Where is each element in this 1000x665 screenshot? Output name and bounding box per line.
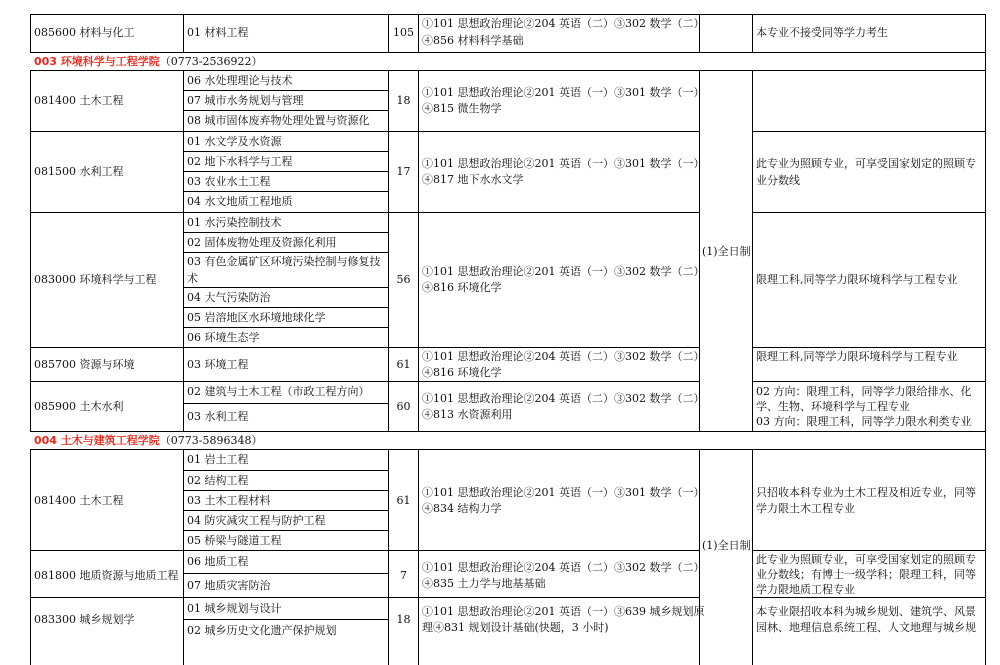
row-rule <box>183 530 388 531</box>
major-name: 081400 土木工程 <box>34 494 124 507</box>
remarks: 只招收本科专业为土木工程及相近专业，同等 <box>756 486 976 499</box>
row-rule <box>183 490 388 491</box>
col-rule <box>752 449 753 665</box>
exam-subjects: ①101 思想政治理论②201 英语（一）③639 城乡规划原 <box>422 605 705 618</box>
direction-name: 06 水处理理论与技术 <box>187 74 293 87</box>
row-rule <box>30 550 699 551</box>
row-rule <box>30 212 699 213</box>
remarks: 本专业不接受同等学力考生 <box>756 26 888 39</box>
col-rule <box>388 449 389 665</box>
col-rule <box>985 14 986 665</box>
row-rule <box>30 131 699 132</box>
exam-subjects: ①101 思想政治理论②204 英语（二）③302 数学（二） <box>422 392 705 405</box>
college-phone: （0773-2536922） <box>159 55 263 68</box>
college-name: 004 土木与建筑工程学院 <box>34 434 160 447</box>
direction-name: 01 岩土工程 <box>187 453 249 466</box>
direction-name: 05 岩溶地区水环境地球化学 <box>187 311 326 324</box>
row-rule <box>30 449 986 450</box>
college-phone: （0773-5896348） <box>159 434 263 447</box>
col-rule <box>30 14 31 52</box>
row-rule <box>183 327 388 328</box>
row-rule <box>183 110 388 111</box>
exam-subjects: ④834 结构力学 <box>422 502 502 515</box>
direction-name: 08 城市固体废弃物处理处置与资源化 <box>187 114 370 127</box>
row-rule <box>183 573 388 574</box>
row-rule <box>183 287 388 288</box>
col-rule <box>30 70 31 431</box>
enrollment-quota: 17 <box>396 165 411 178</box>
row-rule <box>183 90 388 91</box>
direction-name: 03 水利工程 <box>187 410 249 423</box>
direction-name: 07 城市水务规划与管理 <box>187 94 304 107</box>
col-rule <box>418 14 419 52</box>
direction-name: 03 农业水土工程 <box>187 175 271 188</box>
enrollment-quota: 60 <box>396 400 411 413</box>
direction-name: 01 城乡规划与设计 <box>187 602 282 615</box>
direction-name: 04 大气污染防治 <box>187 291 271 304</box>
exam-subjects: ①101 思想政治理论②204 英语（二）③302 数学（二） <box>422 350 705 363</box>
remarks: 业分数线；有博士一级学科；限理工科，同等 <box>756 568 976 581</box>
row-rule <box>183 619 388 620</box>
direction-name: 01 水文学及水资源 <box>187 135 282 148</box>
exam-subjects: ④816 环境化学 <box>422 281 502 294</box>
remarks: 此专业为照顾专业，可享受国家划定的照顾专 <box>756 553 976 566</box>
col-rule <box>183 14 184 52</box>
row-rule <box>183 191 388 192</box>
direction-name: 07 地质灾害防治 <box>187 579 271 592</box>
col-rule <box>30 449 31 665</box>
direction-name: 01 材料工程 <box>187 26 249 39</box>
exam-subjects: ①101 思想政治理论②201 英语（一）③301 数学（一） <box>422 157 705 170</box>
study-mode: (1)全日制 <box>702 539 751 552</box>
row-rule <box>183 232 388 233</box>
exam-subjects: ①101 思想政治理论②201 英语（一）③302 数学（二） <box>422 265 705 278</box>
row-rule <box>752 212 986 213</box>
section-header <box>34 432 263 449</box>
direction-name: 04 防灾减灾工程与防护工程 <box>187 514 326 527</box>
row-rule <box>183 171 388 172</box>
row-rule <box>752 381 986 382</box>
remarks: 02 方向：限理工科，同等学力限给排水、化 <box>756 385 972 398</box>
row-rule <box>30 597 699 598</box>
col-rule <box>752 70 753 431</box>
remarks: 本专业限招收本科为城乡规划、建筑学、风景 <box>756 605 976 618</box>
major-name: 081400 土木工程 <box>34 94 124 107</box>
college-name: 003 环境科学与工程学院 <box>34 55 160 68</box>
direction-name: 06 环境生态学 <box>187 331 260 344</box>
exam-subjects: ④835 土力学与地基基础 <box>422 577 546 590</box>
col-rule <box>752 14 753 52</box>
direction-name: 02 城乡历史文化遗产保护规划 <box>187 624 337 637</box>
exam-subjects: 理④831 规划设计基础(快题，3 小时) <box>422 621 609 634</box>
exam-subjects: ④856 材料科学基础 <box>422 34 524 47</box>
enrollment-quota: 18 <box>396 613 411 626</box>
direction-name: 01 水污染控制技术 <box>187 216 282 229</box>
remarks: 学、生物、环境科学与工程专业 <box>756 400 910 413</box>
direction-name: 04 水文地质工程地质 <box>187 195 293 208</box>
row-rule <box>183 151 388 152</box>
remarks: 限理工科,同等学力限环境科学与工程专业 <box>756 273 958 286</box>
row-rule <box>752 131 986 132</box>
enrollment-quota: 61 <box>396 358 411 371</box>
direction-name: 02 建筑与土木工程（市政工程方向） <box>187 385 370 398</box>
major-name: 083000 环境科学与工程 <box>34 273 157 286</box>
col-rule <box>699 70 700 431</box>
remarks: 学力限地质工程专业 <box>756 583 855 596</box>
row-rule <box>30 381 699 382</box>
major-name: 081800 地质资源与地质工程 <box>34 569 179 582</box>
direction-name: 02 结构工程 <box>187 474 249 487</box>
remarks: 此专业为照顾专业，可享受国家划定的照顾专业分数线 <box>756 157 976 187</box>
row-rule <box>183 307 388 308</box>
col-rule <box>388 70 389 431</box>
direction-name: 02 地下水科学与工程 <box>187 155 293 168</box>
col-rule <box>183 449 184 665</box>
exam-subjects: ①101 思想政治理论②201 英语（一）③301 数学（一） <box>422 86 705 99</box>
remarks: 学力限土木工程专业 <box>756 502 855 515</box>
major-name: 085700 资源与环境 <box>34 358 135 371</box>
direction-name: 05 桥梁与隧道工程 <box>187 534 282 547</box>
major-name: 083300 城乡规划学 <box>34 613 135 626</box>
exam-subjects: ④813 水资源利用 <box>422 408 513 421</box>
row-rule <box>183 470 388 471</box>
enrollment-quota: 61 <box>396 494 411 507</box>
direction-name: 02 固体废物处理及资源化利用 <box>187 236 337 249</box>
col-rule <box>183 70 184 431</box>
col-rule <box>699 449 700 665</box>
col-rule <box>418 449 419 665</box>
exam-subjects: ④815 微生物学 <box>422 102 502 115</box>
remarks: 03 方向：限理工科，同等学力限水利类专业 <box>756 415 972 428</box>
exam-subjects: ①101 思想政治理论②204 英语（二）③302 数学（二） <box>422 17 705 30</box>
direction-name: 03 有色金属矿区环境污染控制与修复技术 <box>187 255 381 285</box>
row-rule <box>183 403 388 404</box>
section-header <box>34 53 263 70</box>
exam-subjects: ①101 思想政治理论②204 英语（二）③302 数学（二） <box>422 561 705 574</box>
exam-subjects: ①101 思想政治理论②201 英语（一）③301 数学（一） <box>422 486 705 499</box>
major-name: 085900 土木水利 <box>34 400 124 413</box>
col-rule <box>418 70 419 431</box>
major-name: 085600 材料与化工 <box>34 26 135 39</box>
remarks: 限理工科,同等学力限环境科学与工程专业 <box>756 350 958 363</box>
enrollment-quota: 18 <box>396 94 411 107</box>
row-rule <box>30 70 986 71</box>
enrollment-quota: 56 <box>396 273 411 286</box>
direction-name: 03 环境工程 <box>187 358 249 371</box>
major-name: 081500 水利工程 <box>34 165 124 178</box>
study-mode: (1)全日制 <box>702 245 751 258</box>
exam-subjects: ④816 环境化学 <box>422 366 502 379</box>
remarks: 园林、地理信息系统工程、人文地理与城乡规 <box>756 621 976 634</box>
direction-name: 03 土木工程材料 <box>187 494 271 507</box>
enrollment-quota: 105 <box>393 26 414 39</box>
enrollment-quota: 7 <box>400 569 407 582</box>
direction-name: 06 地质工程 <box>187 555 249 568</box>
row-rule <box>183 510 388 511</box>
exam-subjects: ④817 地下水水文学 <box>422 173 524 186</box>
